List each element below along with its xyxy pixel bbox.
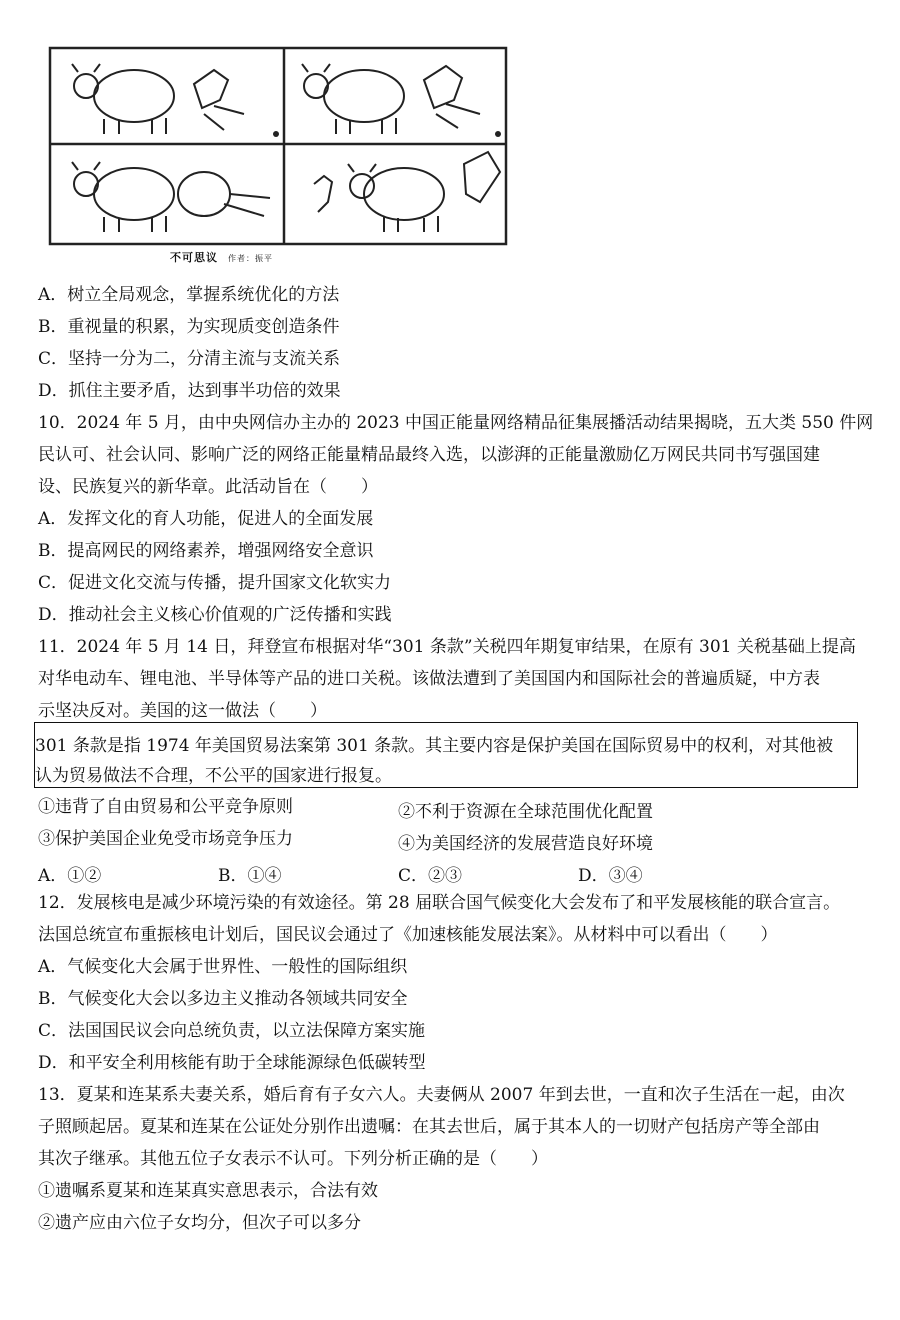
- q10-stem-line-2: 民认可、社会认同、影响广泛的网络正能量精品最终入选，以澎湃的正能量激励亿万网民共同书写强国建: [38, 445, 820, 465]
- q11-option-d: D．③④: [578, 866, 643, 886]
- q10-stem-line-1: 10．2024 年 5 月，由中央网信办主办的 2023 中国正能量网络精品征集展播活动结果揭晓，五大类 550 件网: [38, 413, 874, 433]
- q10-option-c: C．促进文化交流与传播，提升国家文化软实力: [38, 573, 392, 593]
- q13-stem-line-1: 13．夏某和连某系夫妻关系，婚后育有子女六人。夫妻俩从 2007 年到去世，一直和次子生活在一起，由次: [38, 1085, 845, 1105]
- q11-item-3: ③保护美国企业免受市场竞争压力: [38, 829, 293, 849]
- q12-option-b: B．气候变化大会以多边主义推动各领域共同安全: [38, 989, 408, 1009]
- q9-option-a: A．树立全局观念，掌握系统优化的方法: [38, 285, 340, 305]
- q13-stem-line-2: 子照顾起居。夏某和连某在公证处分别作出遗嘱：在其去世后，属于其本人的一切财产包括房产等全部由: [38, 1117, 820, 1137]
- cartoon-caption: [170, 249, 273, 265]
- q11-box-line-1: 301 条款是指 1974 年美国贸易法案第 301 条款。其主要内容是保护美国在国际贸易中的权利，对其他被: [35, 736, 834, 756]
- q9-option-b: B．重视量的积累，为实现质变创造条件: [38, 317, 340, 337]
- q11-stem-line-3: 示坚决反对。美国的这一做法（ ）: [38, 701, 327, 721]
- q11-stem-line-1: 11．2024 年 5 月 14 日，拜登宣布根据对华“301 条款”关税四年期复审结果，在原有 301 关税基础上提高: [38, 637, 856, 657]
- cartoon-illustration: [44, 44, 512, 262]
- q12-option-c: C．法国国民议会向总统负责，以立法保障方案实施: [38, 1021, 426, 1041]
- q11-option-c: C．②③: [398, 866, 463, 886]
- q9-option-d: D．抓住主要矛盾，达到事半功倍的效果: [38, 381, 341, 401]
- q12-stem-line-1: 12．发展核电是减少环境污染的有效途径。第 28 届联合国气候变化大会发布了和平发展核能的联合宣言。: [38, 893, 841, 913]
- q11-stem-line-2: 对华电动车、锂电池、半导体等产品的进口关税。该做法遭到了美国国内和国际社会的普遍质疑，中方表: [38, 669, 820, 689]
- q10-option-b: B．提高网民的网络素养，增强网络安全意识: [38, 541, 374, 561]
- q11-option-b: B．①④: [218, 866, 282, 886]
- q12-option-a: A．气候变化大会属于世界性、一般性的国际组织: [38, 957, 408, 977]
- q12-stem-line-2: 法国总统宣布重振核电计划后，国民议会通过了《加速核能发展法案》。从材料中可以看出（ ）: [38, 925, 778, 945]
- q11-box-line-2: 认为贸易做法不合理，不公平的国家进行报复。: [35, 766, 392, 786]
- q11-material-box: [34, 722, 858, 788]
- q10-option-a: A．发挥文化的育人功能，促进人的全面发展: [38, 509, 374, 529]
- q9-option-c: C．坚持一分为二，分清主流与支流关系: [38, 349, 341, 369]
- bull-cartoon-icon: [44, 44, 512, 262]
- q11-item-4: ④为美国经济的发展营造良好环境: [398, 834, 653, 854]
- q10-option-d: D．推动社会主义核心价值观的广泛传播和实践: [38, 605, 392, 625]
- cartoon-title: 不可思议: [170, 251, 218, 264]
- cartoon-author: 作者：振平: [228, 254, 273, 263]
- q13-item-2: ②遗产应由六位子女均分，但次子可以多分: [38, 1213, 361, 1233]
- q11-item-1: ①违背了自由贸易和公平竞争原则: [38, 797, 293, 817]
- q13-stem-line-3: 其次子继承。其他五位子女表示不认可。下列分析正确的是（ ）: [38, 1149, 548, 1169]
- q12-option-d: D．和平安全利用核能有助于全球能源绿色低碳转型: [38, 1053, 426, 1073]
- q13-item-1: ①遗嘱系夏某和连某真实意思表示，合法有效: [38, 1181, 378, 1201]
- q11-option-a: A．①②: [38, 866, 102, 886]
- q10-stem-line-3: 设、民族复兴的新华章。此活动旨在（ ）: [38, 477, 378, 497]
- q11-item-2: ②不利于资源在全球范围优化配置: [398, 802, 653, 822]
